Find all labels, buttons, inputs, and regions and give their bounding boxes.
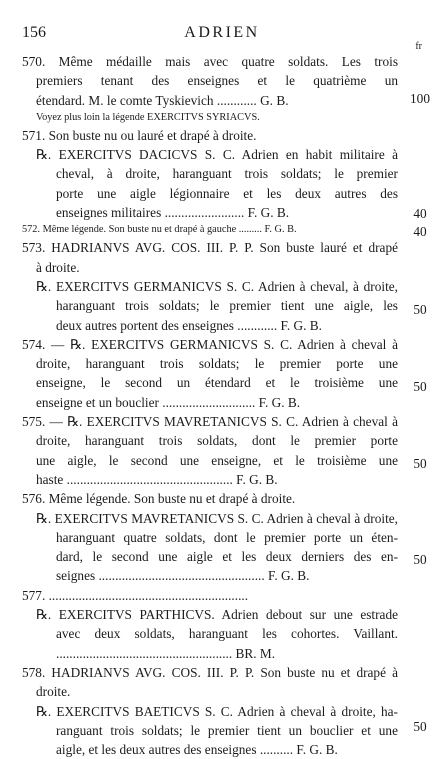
- page-header: [22, 24, 422, 52]
- entry-line: 576. Même légende. Son buste nu et drapé à droite.: [22, 491, 296, 507]
- entry-line: 572. Même légende. Son buste nu et drapé à gauche ......... F. G. B.: [22, 224, 297, 236]
- price-value: 40: [413, 224, 427, 239]
- entry-line: ℞. EXERCITVS BAETICVS S. C. Adrien à cheval à droite, ha-: [36, 703, 398, 719]
- entry-line: étendard. M. le comte Tyskievich ............ G. B.: [36, 92, 289, 108]
- entry-line: une aigle, le second une enseigne, et le troisième une: [36, 452, 398, 468]
- entry-line: deux autres portent des enseignes ............ F. G. B.: [56, 317, 322, 333]
- entry-line: avec deux soldats, haranguant les cohortes. Vaillant.: [56, 626, 398, 642]
- entry-line: haranguant quatre soldats, dont le premier porte un éten-: [56, 529, 398, 545]
- entry-line: premiers tenant des enseignes et le quatrième un: [36, 73, 398, 89]
- entry-line: dard, le second une aigle et les deux derniers des en-: [56, 549, 398, 565]
- page-number: 156: [22, 24, 46, 41]
- entry-line: aigle, et les deux autres des enseignes .......... F. G. B.: [56, 742, 338, 758]
- value-column-label: fr: [415, 41, 422, 52]
- entry-line: 575. — ℞. EXERCITVS MAVRETANICVS S. C. Adrien à cheval à: [22, 414, 398, 430]
- page-title: ADRIEN: [184, 24, 260, 41]
- entry-line: haste .................................................. F. G. B.: [36, 471, 278, 487]
- entry-note: Voyez plus loin la légende EXERCITVS SYRIACVS.: [36, 111, 260, 123]
- entry-line: enseigne, le second un étendard et le troisième une: [36, 375, 398, 391]
- price-value: 50: [413, 456, 427, 471]
- entry-line: ℞. EXERCITVS DACICVS S. C. Adrien en habit militaire à: [36, 147, 398, 163]
- price-value: 50: [413, 302, 427, 317]
- entry-line: ranguant trois soldats; le premier tient un bouclier et une: [56, 722, 398, 738]
- price-value: 50: [413, 552, 427, 567]
- entry-line: haranguant trois soldats; le premier tient une aigle, les: [56, 298, 398, 314]
- entry-line: 570. Même médaille mais avec quatre soldats. Les trois: [22, 54, 398, 69]
- price-value: 40: [413, 206, 427, 221]
- price-value: 100: [410, 91, 430, 106]
- entry-line: 573. HADRIANVS AVG. COS. III. P. P. Son buste lauré et drapé: [22, 240, 398, 256]
- entry-line: droite, haranguant trois soldats, dont le premier porte: [36, 433, 398, 449]
- entry-line: porte une aigle légionnaire et les deux autres des: [56, 185, 398, 201]
- price-value: 50: [413, 379, 427, 394]
- entry-line: droite, haranguant trois soldats; le premier porte une: [36, 356, 398, 372]
- entry-line: ..................................................... BR. M.: [56, 645, 276, 661]
- entry-line: droite.: [36, 684, 71, 700]
- catalogue-entries: [22, 52, 398, 759]
- entry-line: enseignes militaires ........................ F. G. B.: [56, 205, 290, 221]
- entry-line: cheval, à droite, haranguant trois soldats; le premier: [56, 166, 398, 182]
- entry-line: enseigne et un bouclier ............................ F. G. B.: [36, 394, 301, 410]
- entry-line: seignes .................................................. F. G. B.: [56, 568, 310, 584]
- entry-line: ℞. EXERCITVS PARTHICVS. Adrien debout sur une estrade: [36, 607, 398, 623]
- entry-line: 578. HADRIANVS AVG. COS. III. P. P. Son buste nu et drapé à: [22, 664, 398, 680]
- entry-line: 571. Son buste nu ou lauré et drapé à droite.: [22, 127, 257, 143]
- entry-line: 574. — ℞. EXERCITVS GERMANICVS S. C. Adrien à cheval à: [22, 336, 398, 352]
- entry-line: ℞. EXERCITVS GERMANICVS S. C. Adrien à cheval, à droite,: [36, 278, 398, 294]
- entry-line: 577. ............................................................: [22, 587, 249, 603]
- entry-line: à droite.: [36, 259, 80, 275]
- price-value: 50: [413, 719, 427, 734]
- entry-line: ℞. EXERCITVS MAVRETANICVS S. C. Adrien à cheval à droite,: [36, 510, 398, 526]
